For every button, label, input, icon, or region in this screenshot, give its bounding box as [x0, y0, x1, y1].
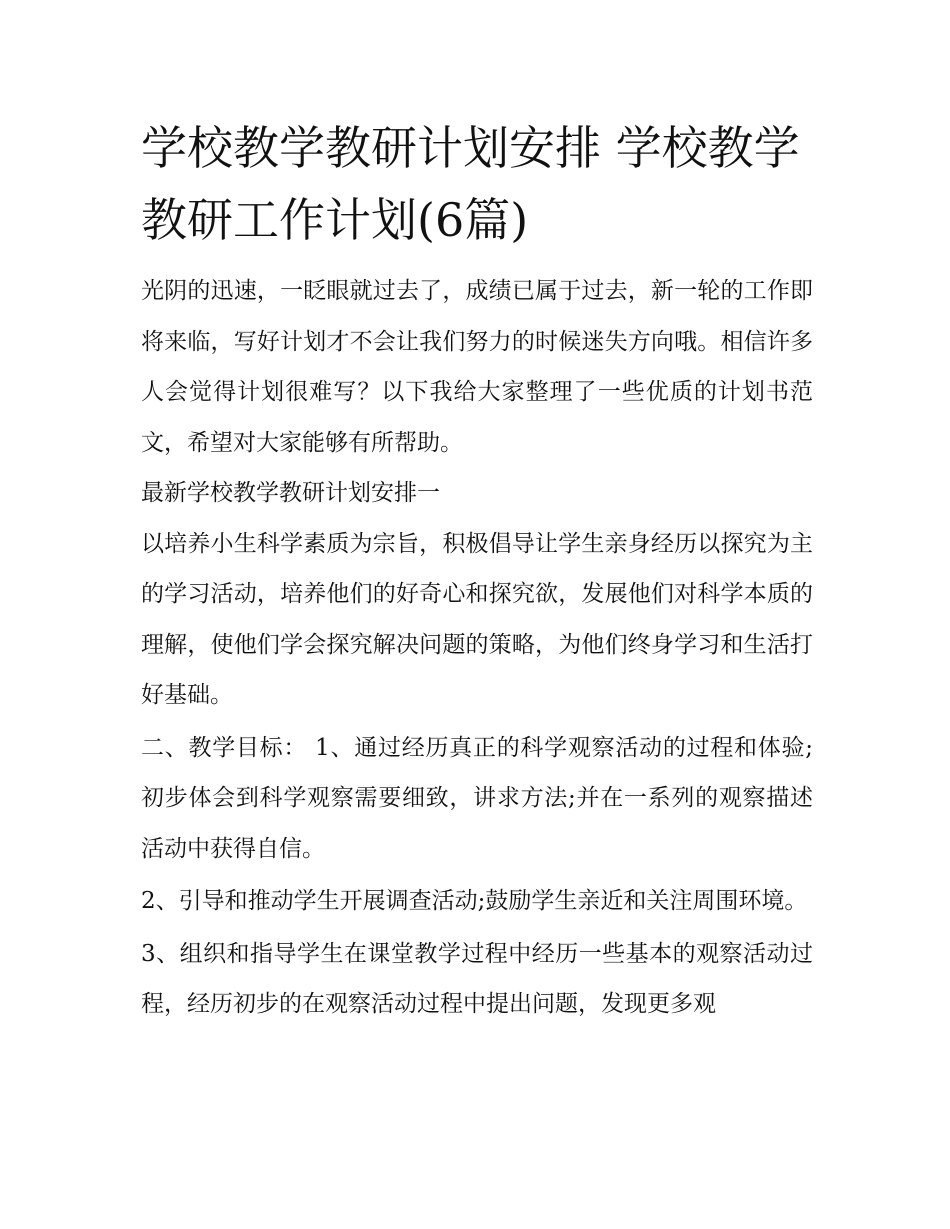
section-heading: 最新学校教学教研计划安排一 [141, 480, 440, 506]
body-paragraph: 3、组织和指导学生在课堂教学过程中经历一些基本的观察活动过程，经历初步的在观察活动过程中提出问题，发现更多观 [141, 940, 813, 1017]
body-paragraph: 二、教学目标： 1、通过经历真正的科学观察活动的过程和体验;初步体会到科学观察需要细致，讲求方法;并在一系列的观察描述活动中获得自信。 [141, 734, 813, 862]
body-paragraph: 以培养小生科学素质为宗旨，积极倡导让学生亲身经历以探究为主的学习活动，培养他们的好奇心和探究欲，发展他们对科学本质的理解，使他们学会探究解决问题的策略，为他们终身学习和生活打好基础。 [141, 530, 813, 708]
document-title: 学校教学教研计划安排 学校教学教研工作计划(6篇) [141, 121, 800, 247]
intro-paragraph: 光阴的迅速，一眨眼就过去了，成绩已属于过去，新一轮的工作即将来临，写好计划才不会让我们努力的时候迷失方向哦。相信许多人会觉得计划很难写？以下我给大家整理了一些优质的计划书范文，希望对大家能够有所帮助。 [141, 278, 813, 456]
body-paragraph: 2、引导和推动学生开展调查活动;鼓励学生亲近和关注周围环境。 [141, 888, 808, 914]
document-body [141, 112, 813, 1030]
